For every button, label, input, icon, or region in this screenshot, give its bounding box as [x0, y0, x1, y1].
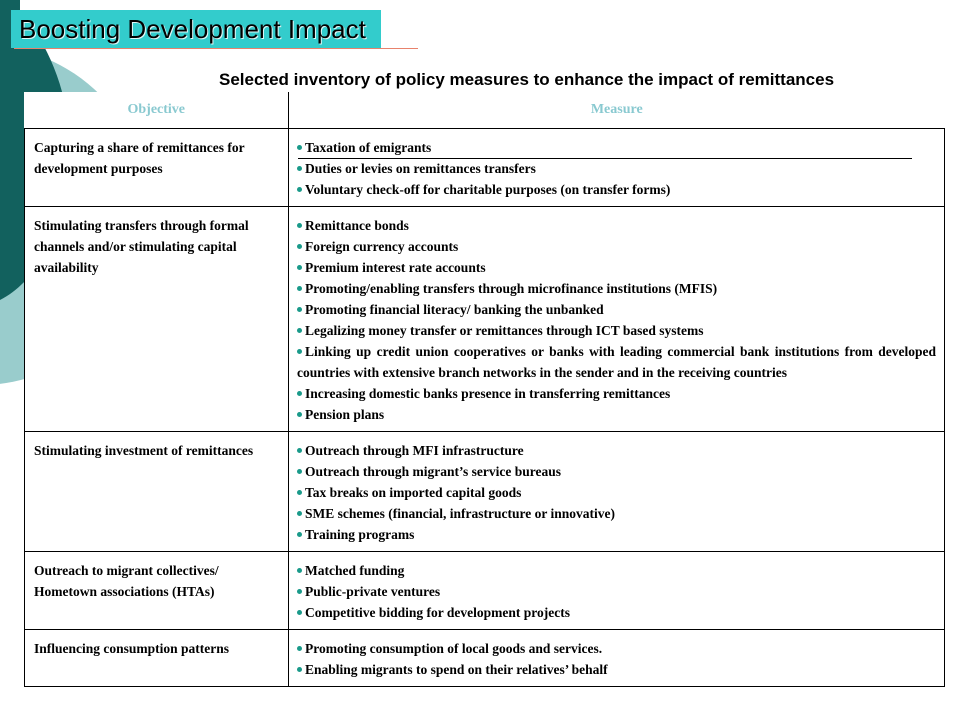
title-underline — [14, 48, 418, 49]
measure-text: Linking up credit union cooperatives or banks with leading commercial bank institutions from developed countries with extensive branch networks in the sender and in the receiving countries — [297, 344, 936, 380]
list-item — [297, 299, 936, 320]
measure-text: Promoting consumption of local goods and services. — [305, 641, 603, 656]
slide-title: Boosting Development Impact — [11, 10, 381, 48]
bullet-icon — [297, 349, 302, 354]
measure-text: Foreign currency accounts — [305, 239, 459, 254]
measure-text: Premium interest rate accounts — [305, 260, 486, 275]
objective-cell: Influencing consumption patterns — [25, 630, 289, 687]
measure-list — [297, 215, 936, 425]
table-header-row — [25, 92, 945, 129]
list-item — [297, 560, 936, 581]
list-item — [297, 215, 936, 236]
list-item — [297, 482, 936, 503]
list-item — [297, 602, 936, 623]
measure-text: Public-private ventures — [305, 584, 441, 599]
list-item — [297, 404, 936, 425]
measure-cell — [289, 552, 945, 630]
measure-list — [297, 560, 936, 623]
bullet-icon — [297, 490, 302, 495]
measure-cell — [289, 207, 945, 432]
measure-cell — [289, 129, 945, 207]
measure-list — [297, 638, 936, 680]
measure-text: Duties or levies on remittances transfers — [305, 161, 536, 176]
bullet-icon — [297, 667, 302, 672]
list-item — [297, 383, 936, 404]
bullet-icon — [297, 244, 302, 249]
column-header-objective: Objective — [25, 92, 289, 129]
measure-text: Matched funding — [305, 563, 405, 578]
measure-text: Promoting/enabling transfers through microfinance institutions (MFIS) — [305, 281, 718, 296]
bullet-icon — [297, 511, 302, 516]
objective-cell: Outreach to migrant collectives/ Hometown associations (HTAs) — [25, 552, 289, 630]
strike-line — [298, 158, 912, 159]
list-item — [297, 278, 936, 299]
measure-text: Competitive bidding for development projects — [305, 605, 570, 620]
list-item — [297, 524, 936, 545]
table-row — [25, 129, 945, 207]
bullet-icon — [297, 568, 302, 573]
list-item — [297, 503, 936, 524]
bullet-icon — [297, 307, 302, 312]
bullet-icon — [297, 610, 302, 615]
list-item — [297, 257, 936, 278]
list-item — [297, 158, 936, 179]
measure-text: Training programs — [305, 527, 415, 542]
bullet-icon — [297, 265, 302, 270]
measure-text: Tax breaks on imported capital goods — [305, 485, 522, 500]
measure-text: Pension plans — [305, 407, 385, 422]
measure-text: Voluntary check-off for charitable purposes (on transfer forms) — [305, 182, 671, 197]
policy-table — [24, 92, 945, 687]
measure-text: SME schemes (financial, infrastructure or innovative) — [305, 506, 615, 521]
objective-cell: Stimulating transfers through formal channels and/or stimulating capital availability — [25, 207, 289, 432]
measure-list — [297, 440, 936, 545]
measure-text: Outreach through MFI infrastructure — [305, 443, 524, 458]
bullet-icon — [297, 589, 302, 594]
column-header-measure: Measure — [289, 92, 945, 129]
measure-text: Remittance bonds — [305, 218, 409, 233]
list-item — [297, 236, 936, 257]
bullet-icon — [297, 223, 302, 228]
bullet-icon — [297, 412, 302, 417]
list-item — [297, 581, 936, 602]
measure-text: Promoting financial literacy/ banking the unbanked — [305, 302, 604, 317]
list-item — [297, 320, 936, 341]
measure-text: Outreach through migrant’s service bureaus — [305, 464, 561, 479]
bullet-icon — [297, 286, 302, 291]
bullet-icon — [297, 391, 302, 396]
table-row — [25, 432, 945, 552]
bullet-icon — [297, 448, 302, 453]
bullet-icon — [297, 469, 302, 474]
measure-text: Enabling migrants to spend on their relatives’ behalf — [305, 662, 608, 677]
measure-list — [297, 137, 936, 200]
list-item — [297, 659, 936, 680]
measure-text: Legalizing money transfer or remittances through ICT based systems — [305, 323, 704, 338]
list-item — [297, 440, 936, 461]
measure-cell — [289, 630, 945, 687]
bullet-icon — [297, 532, 302, 537]
bullet-icon — [297, 166, 302, 171]
list-item — [297, 461, 936, 482]
bullet-icon — [297, 646, 302, 651]
bullet-icon — [297, 145, 302, 150]
table-row — [25, 552, 945, 630]
list-item — [297, 638, 936, 659]
bullet-icon — [297, 187, 302, 192]
table-row — [25, 207, 945, 432]
table-caption: Selected inventory of policy measures to enhance the impact of remittances — [219, 70, 835, 89]
list-item — [297, 137, 936, 158]
objective-cell: Capturing a share of remittances for development purposes — [25, 129, 289, 207]
bullet-icon — [297, 328, 302, 333]
measure-text: Taxation of emigrants — [305, 140, 432, 155]
measure-cell — [289, 432, 945, 552]
list-item — [297, 341, 936, 383]
objective-cell: Stimulating investment of remittances — [25, 432, 289, 552]
table-row — [25, 630, 945, 687]
list-item — [297, 179, 936, 200]
measure-text: Increasing domestic banks presence in transferring remittances — [305, 386, 671, 401]
